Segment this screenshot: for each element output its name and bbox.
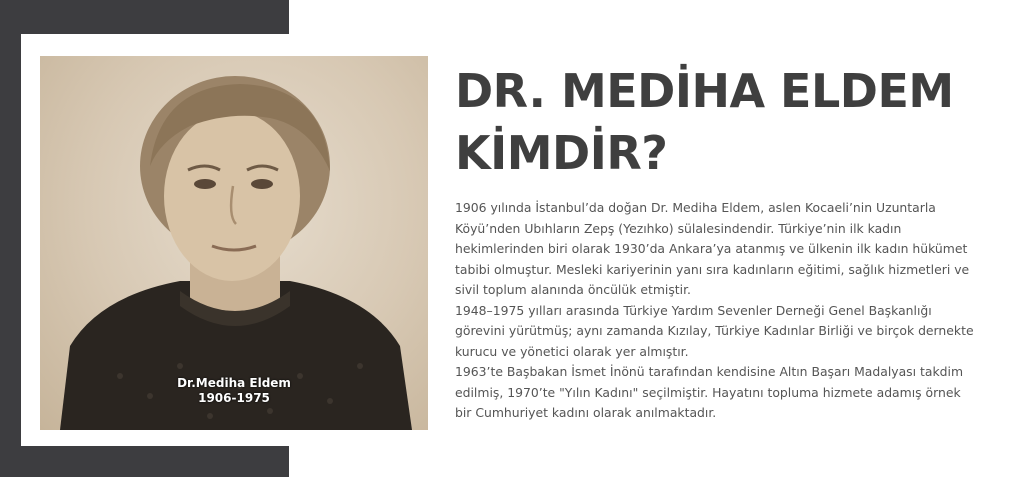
title-line-1: DR. MEDİHA ELDEM [455, 64, 954, 118]
biography-paragraph: 1948–1975 yılları arasında Türkiye Yardım Sevenler Derneği Genel Başkanlığı görevini yürütmüş; aynı zamanda Kızılay, Türkiye Kadınlar Birliği ve birçok dernekte kurucu ve yönetici olarak yer almıştır. [455, 302, 974, 359]
caption-name: Dr.Mediha Eldem [177, 376, 291, 390]
portrait-caption [40, 376, 428, 406]
portrait-illustration [40, 56, 428, 430]
biography-text [455, 198, 980, 424]
caption-years: 1906-1975 [198, 391, 270, 405]
page-title [455, 60, 1015, 184]
biography-paragraph: 1906 yılında İstanbul’da doğan Dr. Mediha Eldem, aslen Kocaeli’nin Uzuntarla Köyü’nden Ubıhların Zepş (Yezıhko) sülalesindendir. Türkiye’nin ilk kadın hekimlerinden biri olarak 1930’da Ankara’ya atanmış ve ülkenin ilk kadın hükümet tabibi olmuştur. Mesleki kariyerinin yanı sıra kadınların eğitimi, sağlık hizmetleri ve sivil toplum alanında öncülük etmiştir. [455, 200, 970, 297]
title-line-2: KİMDİR? [455, 126, 668, 180]
biography-paragraph: 1963’te Başbakan İsmet İnönü tarafından kendisine Altın Başarı Madalyası takdim edilmiş, 1970’te "Yılın Kadını" seçilmiştir. Hayatını topluma hizmete adamış örnek bir Cumhuriyet kadını olarak anılmaktadır. [455, 364, 964, 420]
portrait-photo [40, 56, 428, 430]
